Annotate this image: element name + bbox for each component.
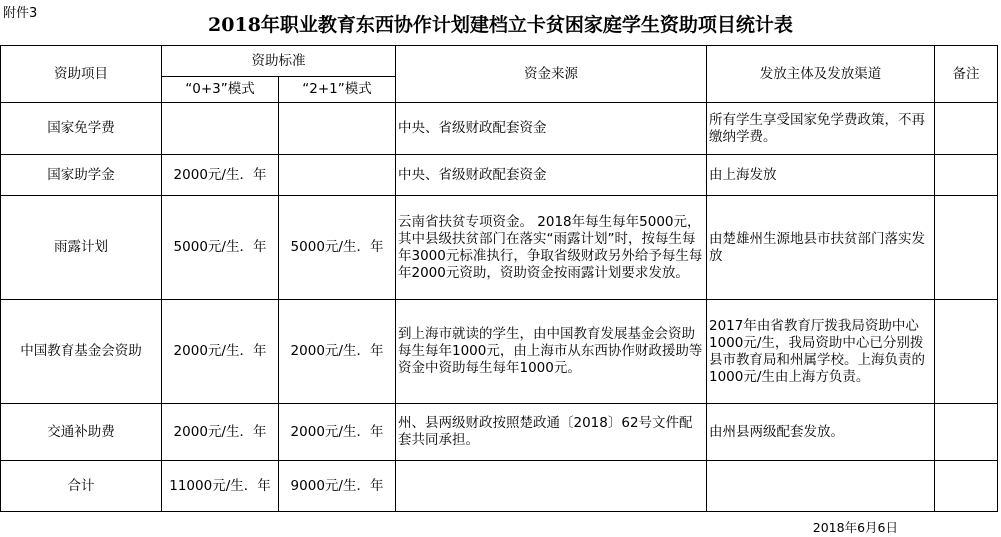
row-source: 到上海市就读的学生，由中国教育发展基金会资助每生每年1000元，由上海市从东西协作财政援助等资金中资助每生每年1000元。 [396, 300, 707, 404]
row-remark [935, 155, 998, 196]
row-mode-03: 5000元/生．年 [162, 196, 279, 300]
table-row [1, 404, 998, 461]
attachment-label: 附件3 [3, 6, 38, 21]
row-remark [935, 300, 998, 404]
header-channel: 发放主体及发放渠道 [707, 46, 935, 103]
row-mode-03 [162, 103, 279, 155]
row-source: 州、县两级财政按照楚政通〔2018〕62号文件配套共同承担。 [396, 404, 707, 461]
row-project: 国家助学金 [1, 155, 162, 196]
row-channel: 由州县两级配套发放。 [707, 404, 935, 461]
row-channel: 由上海发放 [707, 155, 935, 196]
row-mode-21 [279, 103, 396, 155]
row-channel: 2017年由省教育厅拨我局资助中心1000元/生，我局资助中心已分别拨县市教育局和州属学校。上海负责的1000元/生由上海方负责。 [707, 300, 935, 404]
row-mode-21: 9000元/生．年 [279, 461, 396, 512]
header-standard: 资助标准 [162, 46, 396, 77]
table-row [1, 196, 998, 300]
row-source: 中央、省级财政配套资金 [396, 103, 707, 155]
row-remark [935, 196, 998, 300]
table-title: 2018年职业教育东西协作计划建档立卡贫困家庭学生资助项目统计表 [208, 14, 793, 36]
row-mode-21: 2000元/生．年 [279, 404, 396, 461]
row-remark [935, 461, 998, 512]
table-row [1, 155, 998, 196]
row-source: 中央、省级财政配套资金 [396, 155, 707, 196]
subsidy-table [0, 45, 998, 512]
header-row-1 [1, 46, 998, 77]
row-mode-03: 2000元/生．年 [162, 404, 279, 461]
row-project: 雨露计划 [1, 196, 162, 300]
table-row [1, 300, 998, 404]
header-project: 资助项目 [1, 46, 162, 103]
row-mode-21: 5000元/生．年 [279, 196, 396, 300]
row-project: 交通补助费 [1, 404, 162, 461]
row-project: 国家免学费 [1, 103, 162, 155]
row-source: 云南省扶贫专项资金。 2018年每生每年5000元，其中县级扶贫部门在落实“雨露计划”时，按每生每年3000元标准执行，争取省级财政另外给予每生每年2000元资助，资助资金按雨露计划要求发放。 [396, 196, 707, 300]
row-source [396, 461, 707, 512]
row-mode-03: 11000元/生．年 [162, 461, 279, 512]
row-mode-03: 2000元/生．年 [162, 300, 279, 404]
row-channel: 由楚雄州生源地县市扶贫部门落实发放 [707, 196, 935, 300]
row-project: 合计 [1, 461, 162, 512]
header-mode-03: “0+3”模式 [162, 77, 279, 103]
table-row [1, 103, 998, 155]
table-row [1, 461, 998, 512]
row-mode-21 [279, 155, 396, 196]
row-remark [935, 103, 998, 155]
row-channel: 所有学生享受国家免学费政策，不再缴纳学费。 [707, 103, 935, 155]
row-mode-03: 2000元/生．年 [162, 155, 279, 196]
document-date: 2018年6月6日 [812, 520, 898, 535]
header-mode-21: “2+1”模式 [279, 77, 396, 103]
row-remark [935, 404, 998, 461]
row-mode-21: 2000元/生．年 [279, 300, 396, 404]
row-project: 中国教育基金会资助 [1, 300, 162, 404]
header-remark: 备注 [935, 46, 998, 103]
row-channel [707, 461, 935, 512]
header-source: 资金来源 [396, 46, 707, 103]
